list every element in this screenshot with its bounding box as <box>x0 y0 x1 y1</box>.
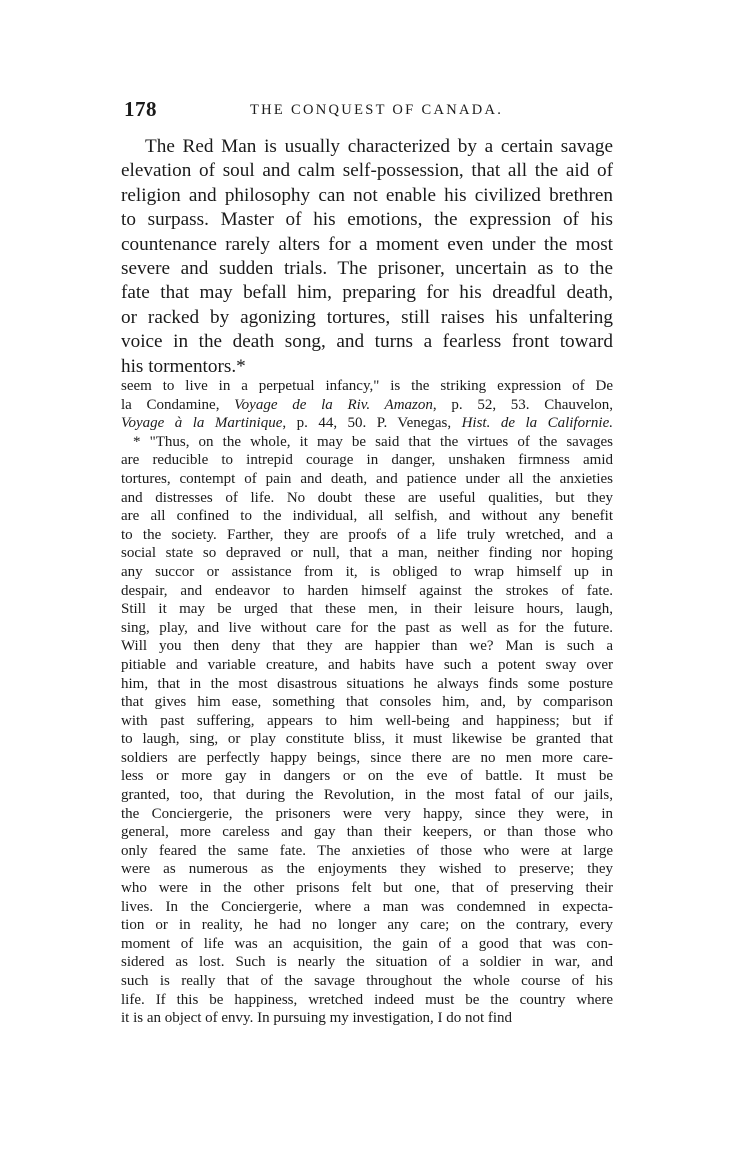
main-line: religion and philosophy can not enable his civilized brethren <box>121 184 613 206</box>
footnote-line: only feared the same fate. The anxieties of those who were at large <box>121 842 613 859</box>
footnote-line: and distresses of life. No doubt these are useful qualities, but they <box>121 489 613 506</box>
footnote-line: pitiable and variable creature, and habits have such a potent sway over <box>121 656 613 673</box>
page-header <box>120 97 612 127</box>
footnote-line: sing, play, and live without care for the past as well as for the future. <box>121 619 613 636</box>
book-title: Voyage de la Riv. Amazon <box>234 396 433 413</box>
footnote-line: less or more gay in dangers or on the eve of battle. It must be <box>121 768 613 785</box>
footnote-line: to the society. Farther, they are proofs of a life truly wretched, and a <box>121 526 613 543</box>
footnote-line: sidered as lost. Such is nearly the situation of a soldier in war, and <box>121 954 613 971</box>
footnote-line: that gives him ease, something that consoles him, and, by comparison <box>121 694 613 711</box>
footnote-line: soldiers are perfectly happy beings, since there are no men more care- <box>121 749 613 766</box>
main-line: The Red Man is usually characterized by a certain savage <box>145 136 613 157</box>
main-line: severe and sudden trials. The prisoner, uncertain as to the <box>121 258 613 280</box>
footnote-text: , p. 44, 50. P. Venegas, <box>282 415 462 432</box>
footnote-line: moment of life was an acquisition, the gain of a good that was con- <box>121 935 613 952</box>
footnote-line: general, more careless and gay than their keepers, or than those who <box>121 824 613 841</box>
page-number: 178 <box>124 97 157 121</box>
footnote-line: with past suffering, appears to him well-being and happiness; but if <box>121 712 613 729</box>
footnote-line: lives. In the Conciergerie, where a man was condemned in expecta- <box>121 898 613 915</box>
main-line: fate that may befall him, preparing for his dreadful death, <box>121 282 613 304</box>
book-title: Voyage à la Martinique <box>121 415 283 432</box>
footnote-line: are reducible to intrepid courage in danger, unshaken firmness amid <box>121 452 613 469</box>
footnote-line: social state so depraved or null, that a man, neither finding nor hoping <box>121 545 613 562</box>
footnote-line: who were in the other prisons felt but one, that of preserving their <box>121 880 613 897</box>
footnote-line: Will you then deny that they are happier than we? Man is such a <box>121 638 613 655</box>
book-title: Hist. de la Californie. <box>461 415 613 432</box>
footnote-line: the Conciergerie, the prisoners were very happy, since they were, in <box>121 805 613 822</box>
running-head: THE CONQUEST OF CANADA. <box>250 102 504 118</box>
footnote-line: tortures, contempt of pain and death, and patience under all the anxieties <box>121 470 613 487</box>
footnote-line: despair, and endeavor to harden himself against the strokes of fate. <box>121 582 613 599</box>
footnote-continuation-line <box>121 396 613 415</box>
footnotes <box>121 377 613 1028</box>
footnote-line: such is really that of the savage throughout the whole course of his <box>121 973 613 989</box>
footnote-line: were as numerous as the enjoyments they wished to preserve; they <box>121 861 613 878</box>
main-line: voice in the death song, and turns a fearless front toward <box>121 331 613 353</box>
footnote-line: tion or in reality, he had no longer any care; on the contrary, every <box>121 917 613 934</box>
footnote-line: life. If this be happiness, wretched indeed must be the country where <box>121 991 613 1008</box>
footnote-line: Still it may be urged that these men, in their leisure hours, laugh, <box>121 601 613 618</box>
main-paragraph <box>121 135 613 379</box>
footnote-line: it is an object of envy. In pursuing my investigation, I do not find <box>121 1010 513 1027</box>
footnote-continuation-line: seem to live in a perpetual infancy," is the striking expression of De <box>121 378 613 394</box>
footnote-line: granted, too, that during the Revolution, in the most fatal of our jails, <box>121 787 613 804</box>
main-line: or racked by agonizing tortures, still raises his unfaltering <box>121 306 613 328</box>
footnote-line: * "Thus, on the whole, it may be said that the virtues of the savages <box>133 433 613 450</box>
main-line: elevation of soul and calm self-possession, that all the aid of <box>121 160 613 182</box>
footnote-line: any succor or assistance from it, is obliged to wrap himself up in <box>121 563 613 580</box>
main-line: countenance rarely alters for a moment even under the most <box>121 233 613 255</box>
footnote-line: him, that in the most disastrous situations he always finds some posture <box>121 675 613 692</box>
footnote-text: la Condamine, <box>121 396 235 413</box>
footnote-text: , p. 52, 53. Chauvelon, <box>432 396 613 413</box>
main-line: his tormentors.* <box>121 355 246 377</box>
footnote-continuation-line <box>121 414 613 433</box>
footnote-line: to laugh, sing, or play constitute bliss, it must likewise be granted that <box>121 731 613 748</box>
main-line: to surpass. Master of his emotions, the expression of his <box>121 209 613 231</box>
footnote-line: are all confined to the individual, all selfish, and without any benefit <box>121 508 613 525</box>
